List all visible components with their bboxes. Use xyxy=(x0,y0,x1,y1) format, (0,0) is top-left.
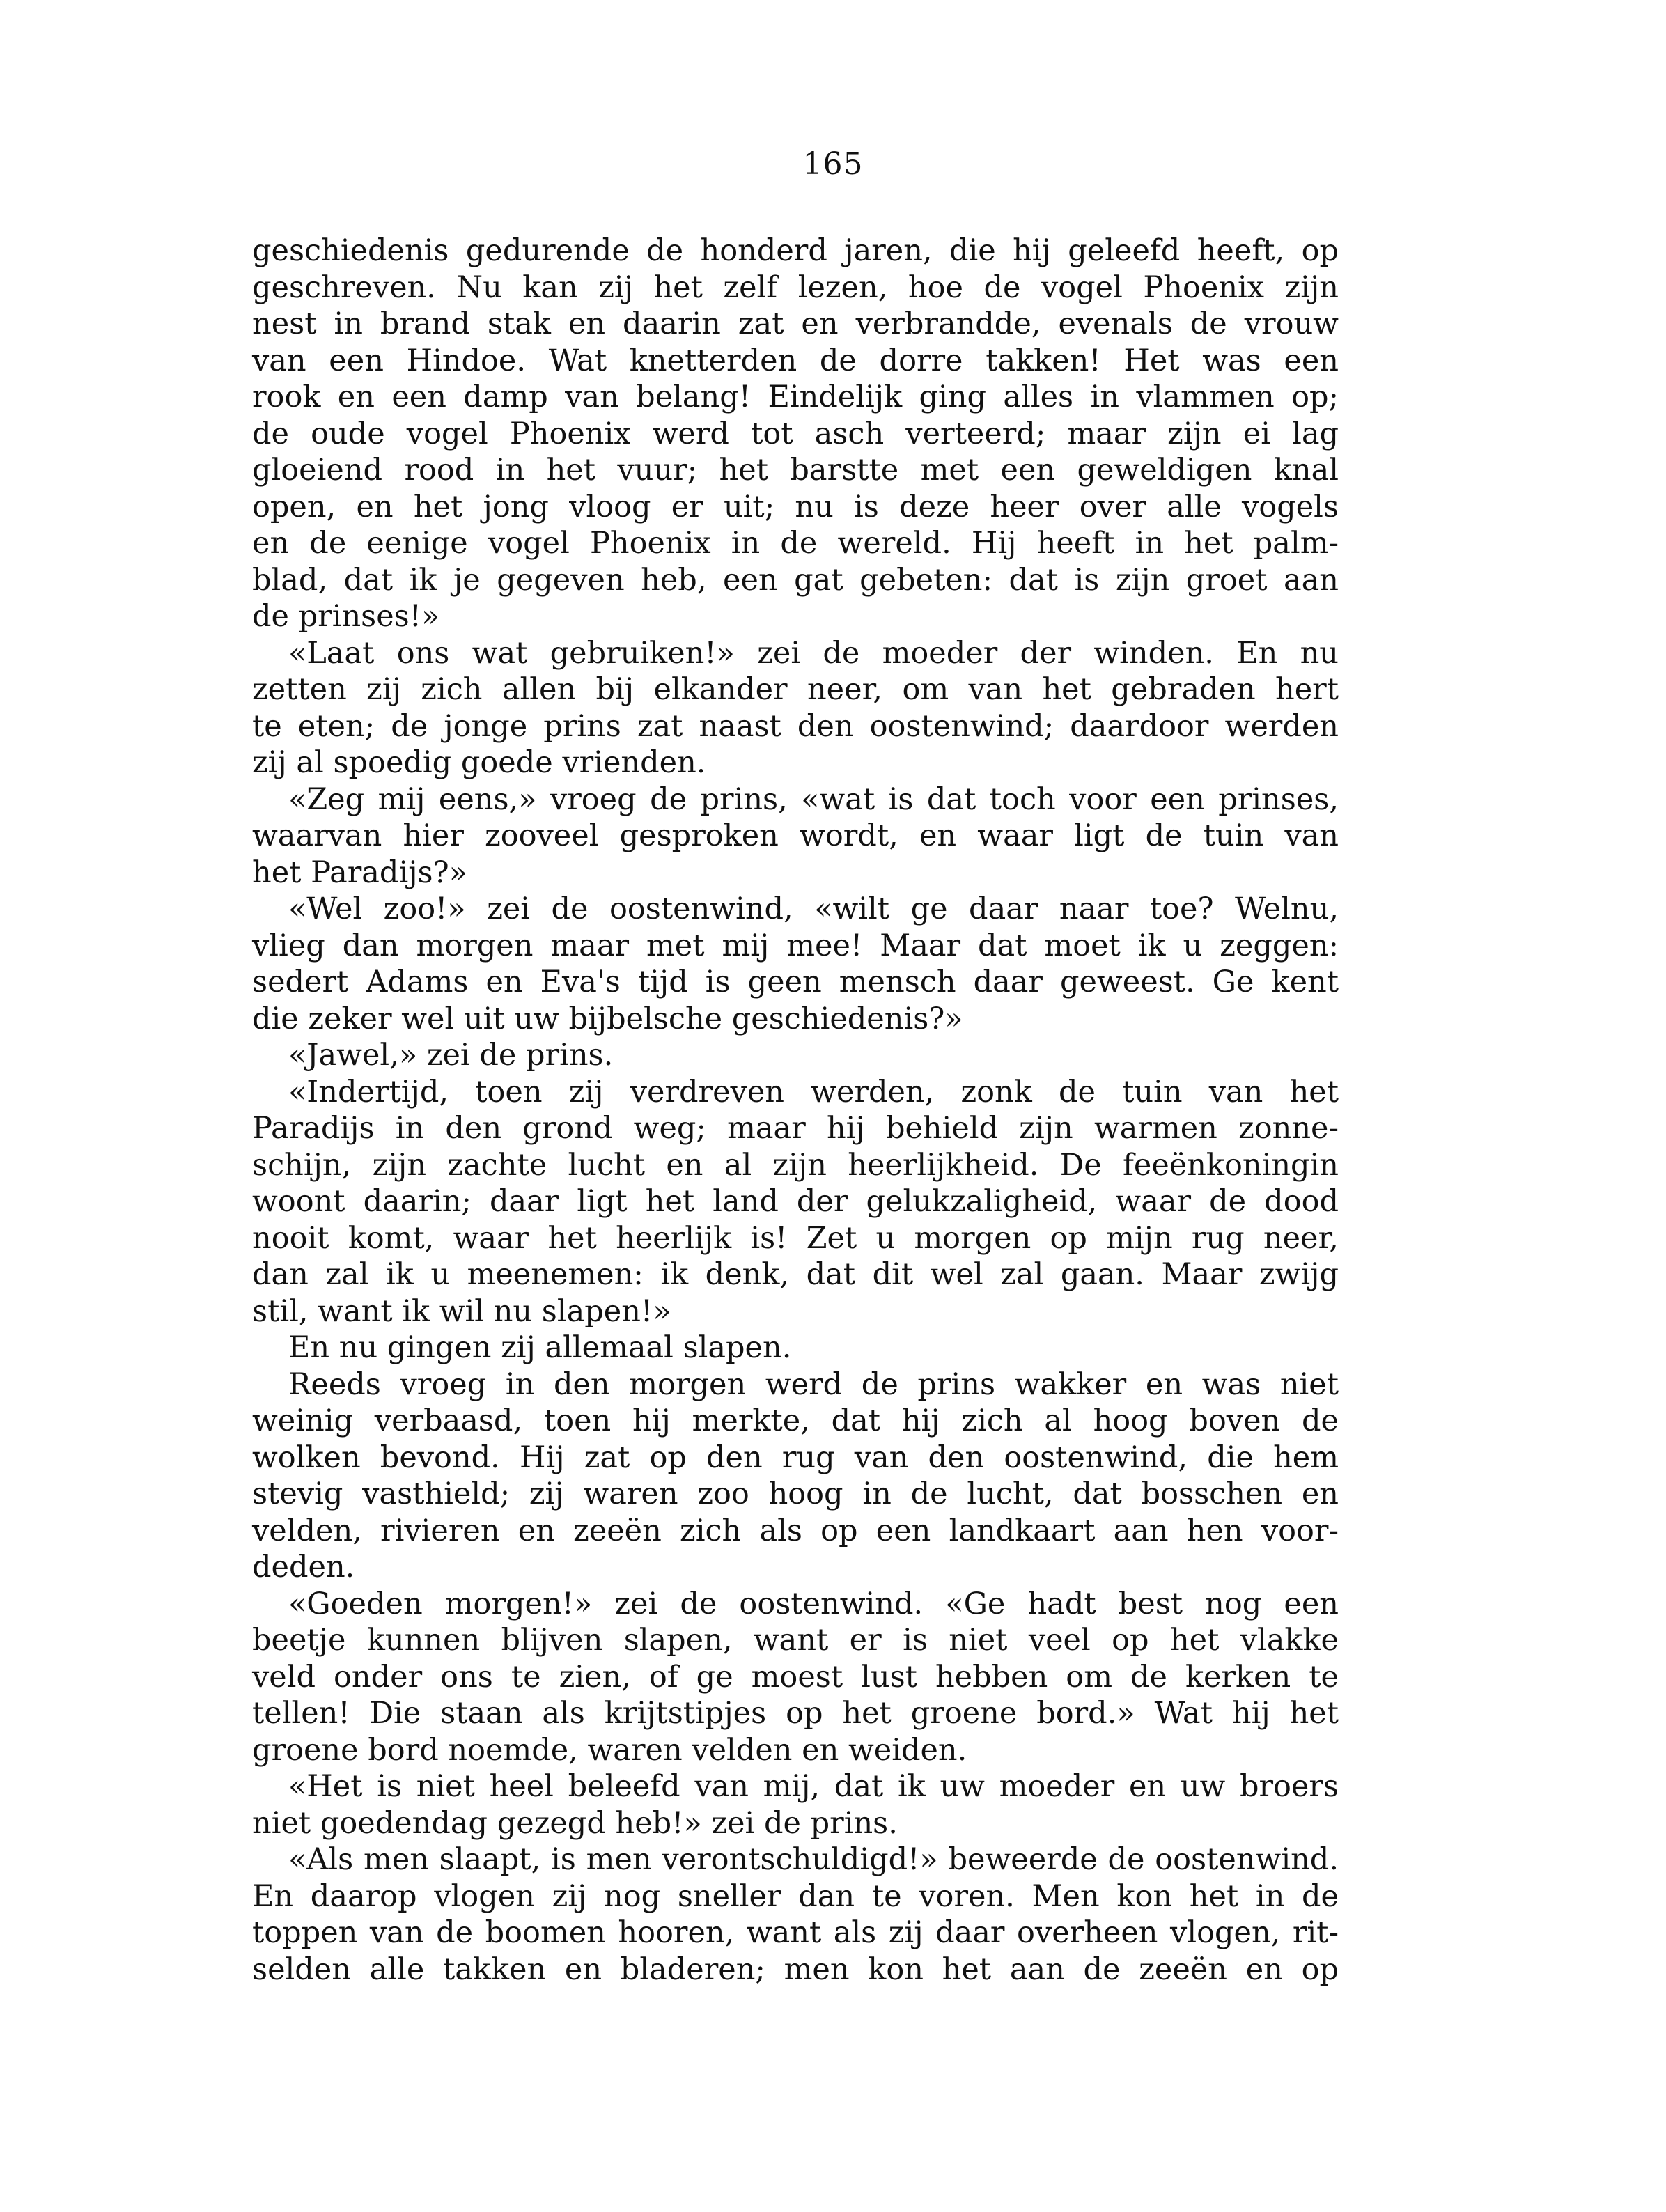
text-line: deden. xyxy=(252,1550,355,1584)
text-line: zij al spoedig goede vrienden. xyxy=(252,745,706,780)
text-line: En nu gingen zij allemaal slapen. xyxy=(288,1330,792,1365)
text-line: toppen van de boomen hooren, want als zij daar overheen vlogen, rit- xyxy=(252,1915,1339,1950)
text-line: schijn, zijn zachte lucht en al zijn heerlijkheid. De feeënkoningin xyxy=(252,1147,1339,1183)
text-line: die zeker wel uit uw bijbelsche geschiedenis?» xyxy=(252,1001,963,1036)
text-line: «Wel zoo!» zei de oostenwind, «wilt ge daar naar toe? Welnu, xyxy=(288,891,1339,926)
text-line: Paradijs in den grond weg; maar hij behield zijn warmen zonne- xyxy=(252,1111,1339,1146)
text-line: de prinses!» xyxy=(252,599,440,634)
text-line: geschiedenis gedurende de honderd jaren, die hij geleefd heeft, op xyxy=(252,233,1339,268)
text-line: en de eenige vogel Phoenix in de wereld. Hij heeft in het palm- xyxy=(252,526,1339,561)
text-line: «Jawel,» zei de prins. xyxy=(288,1038,614,1073)
text-line: te eten; de jonge prins zat naast den oostenwind; daardoor werden xyxy=(252,708,1339,744)
text-line: blad, dat ik je gegeven heb, een gat gebeten: dat is zijn groet aan xyxy=(252,562,1339,598)
body-text xyxy=(252,233,1339,1988)
text-line: En daarop vlogen zij nog sneller dan te voren. Men kon het in de xyxy=(252,1878,1339,1914)
page-number: 165 xyxy=(802,146,864,182)
text-line: zetten zij zich allen bij elkander neer, om van het gebraden hert xyxy=(252,672,1339,707)
text-line: rook en een damp van belang! Eindelijk ging alles in vlammen op; xyxy=(252,380,1339,414)
text-line: de oude vogel Phoenix werd tot asch verteerd; maar zijn ei lag xyxy=(252,416,1339,451)
text-line: Reeds vroeg in den morgen werd de prins wakker en was niet xyxy=(288,1366,1339,1402)
text-line: vlieg dan morgen maar met mij mee! Maar dat moet ik u zeggen: xyxy=(252,928,1339,963)
text-line: «Als men slaapt, is men verontschuldigd!» beweerde de oostenwind. xyxy=(288,1842,1339,1877)
text-line: stevig vasthield; zij waren zoo hoog in de lucht, dat bosschen en xyxy=(252,1477,1339,1511)
text-line: beetje kunnen blijven slapen, want er is niet veel op het vlakke xyxy=(252,1623,1339,1658)
text-line: wolken bevond. Hij zat op den rug van den oostenwind, die hem xyxy=(252,1440,1339,1475)
text-line: «Indertijd, toen zij verdreven werden, zonk de tuin van het xyxy=(288,1074,1339,1109)
text-line: nooit komt, waar het heerlijk is! Zet u morgen op mijn rug neer, xyxy=(252,1220,1339,1256)
text-line: het Paradijs?» xyxy=(252,855,467,890)
text-line: tellen! Die staan als krijtstipjes op het groene bord.» Wat hij het xyxy=(252,1696,1339,1731)
text-line: stil, want ik wil nu slapen!» xyxy=(252,1293,671,1329)
text-line: groene bord noemde, waren velden en weiden. xyxy=(252,1732,967,1768)
text-line: selden alle takken en bladeren; men kon het aan de zeeën en op xyxy=(252,1952,1339,1987)
text-line: dan zal ik u meenemen: ik denk, dat dit wel zal gaan. Maar zwijg xyxy=(252,1257,1339,1292)
text-line: weinig verbaasd, toen hij merkte, dat hij zich al hoog boven de xyxy=(252,1403,1339,1438)
text-line: van een Hindoe. Wat knetterden de dorre takken! Het was een xyxy=(252,343,1339,378)
text-line: woont daarin; daar ligt het land der gelukzaligheid, waar de dood xyxy=(252,1184,1339,1219)
text-line: sedert Adams en Eva's tijd is geen mensch daar geweest. Ge kent xyxy=(252,965,1339,999)
text-line: geschreven. Nu kan zij het zelf lezen, hoe de vogel Phoenix zijn xyxy=(252,270,1339,305)
text-line: «Laat ons wat gebruiken!» zei de moeder der winden. En nu xyxy=(288,635,1339,671)
text-line: waarvan hier zooveel gesproken wordt, en waar ligt de tuin van xyxy=(252,818,1339,853)
text-line: nest in brand stak en daarin zat en verbrandde, evenals de vrouw xyxy=(252,306,1339,341)
text-line: gloeiend rood in het vuur; het barstte met een geweldigen knal xyxy=(252,453,1339,488)
text-line: open, en het jong vloog er uit; nu is deze heer over alle vogels xyxy=(252,489,1339,524)
text-line: «Goeden morgen!» zei de oostenwind. «Ge hadt best nog een xyxy=(288,1586,1339,1621)
text-line: veld onder ons te zien, of ge moest lust hebben om de kerken te xyxy=(252,1659,1339,1695)
text-line: «Zeg mij eens,» vroeg de prins, «wat is dat toch voor een prinses, xyxy=(288,781,1339,817)
text-line: «Het is niet heel beleefd van mij, dat ik uw moeder en uw broers xyxy=(288,1769,1339,1804)
text-line: velden, rivieren en zeeën zich als op een landkaart aan hen voor- xyxy=(252,1513,1339,1548)
text-line: niet goedendag gezegd heb!» zei de prins. xyxy=(252,1805,898,1841)
